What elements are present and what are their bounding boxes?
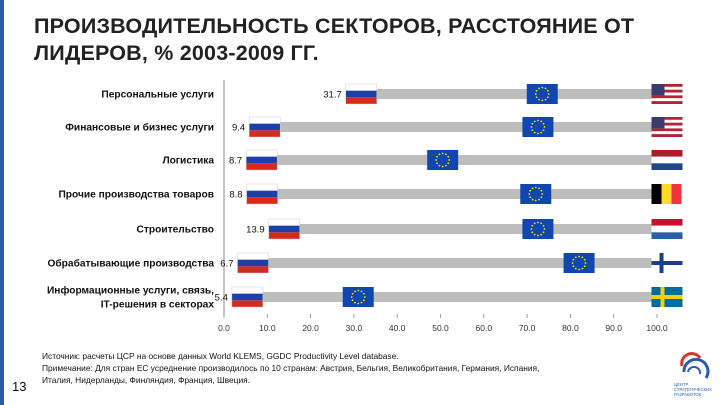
- eu-flag-marker: [527, 84, 558, 104]
- category-label: IT-решения в секторах: [100, 299, 214, 311]
- category-label: Логистика: [162, 155, 214, 167]
- title-line-1: ПРОИЗВОДИТЕЛЬНОСТЬ СЕКТОРОВ, РАССТОЯНИЕ ОТ: [34, 14, 635, 38]
- leader-flag-marker: [652, 184, 682, 204]
- x-tick-label: 0.0: [218, 323, 230, 333]
- x-tick-label: 10.0: [259, 323, 276, 333]
- eu-flag-marker: [520, 184, 551, 204]
- russia-value-label: 8.8: [229, 189, 243, 201]
- leader-flag-marker: [652, 84, 683, 104]
- x-tick-label: 70.0: [518, 323, 536, 333]
- range-bar: [253, 258, 657, 268]
- range-bar: [262, 155, 657, 165]
- range-bar: [262, 189, 657, 199]
- russia-value-label: 5.4: [214, 292, 228, 304]
- russia-value-label: 6.7: [220, 258, 234, 270]
- x-tick-label: 20.0: [302, 323, 319, 333]
- range-bar: [265, 122, 657, 132]
- russia-value-label: 13.9: [246, 224, 265, 236]
- russia-value-label: 8.7: [228, 155, 243, 167]
- eu-flag-marker: [427, 150, 458, 170]
- csr-logo: [670, 342, 714, 402]
- x-tick-label: 60.0: [475, 323, 493, 333]
- eu-flag-marker: [343, 287, 374, 307]
- remark-line-1: Примечание: Для стран ЕС усреднение производилось по 10 странам: Австрия, Бельгия, Великобритания, Германия, Испания,: [42, 363, 540, 374]
- category-label: Финансовые и бизнес услуги: [65, 122, 214, 134]
- title-line-2: ЛИДЕРОВ, % 2003-2009 ГГ.: [34, 41, 319, 65]
- x-tick-label: 80.0: [562, 323, 579, 333]
- svg-text:ЦЕНТРСТРАТЕГИЧЕСКИХРАЗРАБОТОК: [674, 382, 712, 397]
- russia-flag-marker: [249, 117, 280, 137]
- range-bar: [247, 292, 657, 302]
- category-label: Информационные услуги, связь,: [46, 285, 214, 297]
- x-tick-label: 100.0: [646, 323, 668, 333]
- chart-row: [58, 184, 681, 204]
- eu-flag-marker: [564, 253, 595, 273]
- russia-flag-marker: [238, 253, 269, 273]
- logo-text-line: ЦЕНТР: [674, 382, 689, 387]
- russia-flag-marker: [247, 184, 278, 204]
- eu-flag-marker: [522, 117, 553, 137]
- x-tick-label: 90.0: [605, 323, 622, 333]
- eu-flag-marker: [522, 219, 553, 239]
- chart-row: [137, 219, 683, 239]
- russia-value-label: 9.4: [231, 122, 246, 134]
- russia-flag-marker: [232, 287, 263, 307]
- russia-flag-marker: [246, 150, 277, 170]
- chart-row: [47, 253, 682, 273]
- russia-value-label: 31.7: [323, 89, 342, 101]
- leader-flag-marker: [652, 287, 683, 307]
- leader-flag-marker: [652, 117, 683, 137]
- x-tick-label: 40.0: [388, 323, 406, 333]
- chart-row: [65, 117, 682, 137]
- remark-line-2: Италия, Нидерланды, Финляндия, Франция, Швеция.: [42, 375, 251, 386]
- source-note: Источник: расчеты ЦСР на основе данных World KLEMS, GGDC Productivity Level database.: [42, 351, 399, 361]
- russia-flag-marker: [346, 84, 377, 104]
- chart-row: [162, 150, 682, 170]
- x-tick-label: 50.0: [432, 323, 449, 333]
- category-label: Обрабатывающие производства: [47, 258, 214, 270]
- chart-row: [101, 84, 682, 104]
- logo-text-line: СТРАТЕГИЧЕСКИХ: [674, 387, 712, 392]
- leader-flag-marker: [652, 253, 683, 273]
- x-tick-label: 30.0: [345, 323, 363, 333]
- chart-row: [47, 285, 683, 311]
- category-label: Строительство: [136, 224, 214, 236]
- category-label: Прочие производства товаров: [58, 189, 214, 201]
- logo-text-line: РАЗРАБОТОК: [674, 392, 702, 397]
- leader-flag-marker: [652, 150, 683, 170]
- leader-flag-marker: [652, 219, 683, 239]
- russia-flag-marker: [269, 219, 300, 239]
- category-label: Персональные услуги: [101, 89, 214, 101]
- range-bar: [284, 224, 657, 234]
- range-bar: [361, 89, 657, 99]
- footnote: [42, 350, 672, 387]
- page-number: 13: [12, 379, 27, 394]
